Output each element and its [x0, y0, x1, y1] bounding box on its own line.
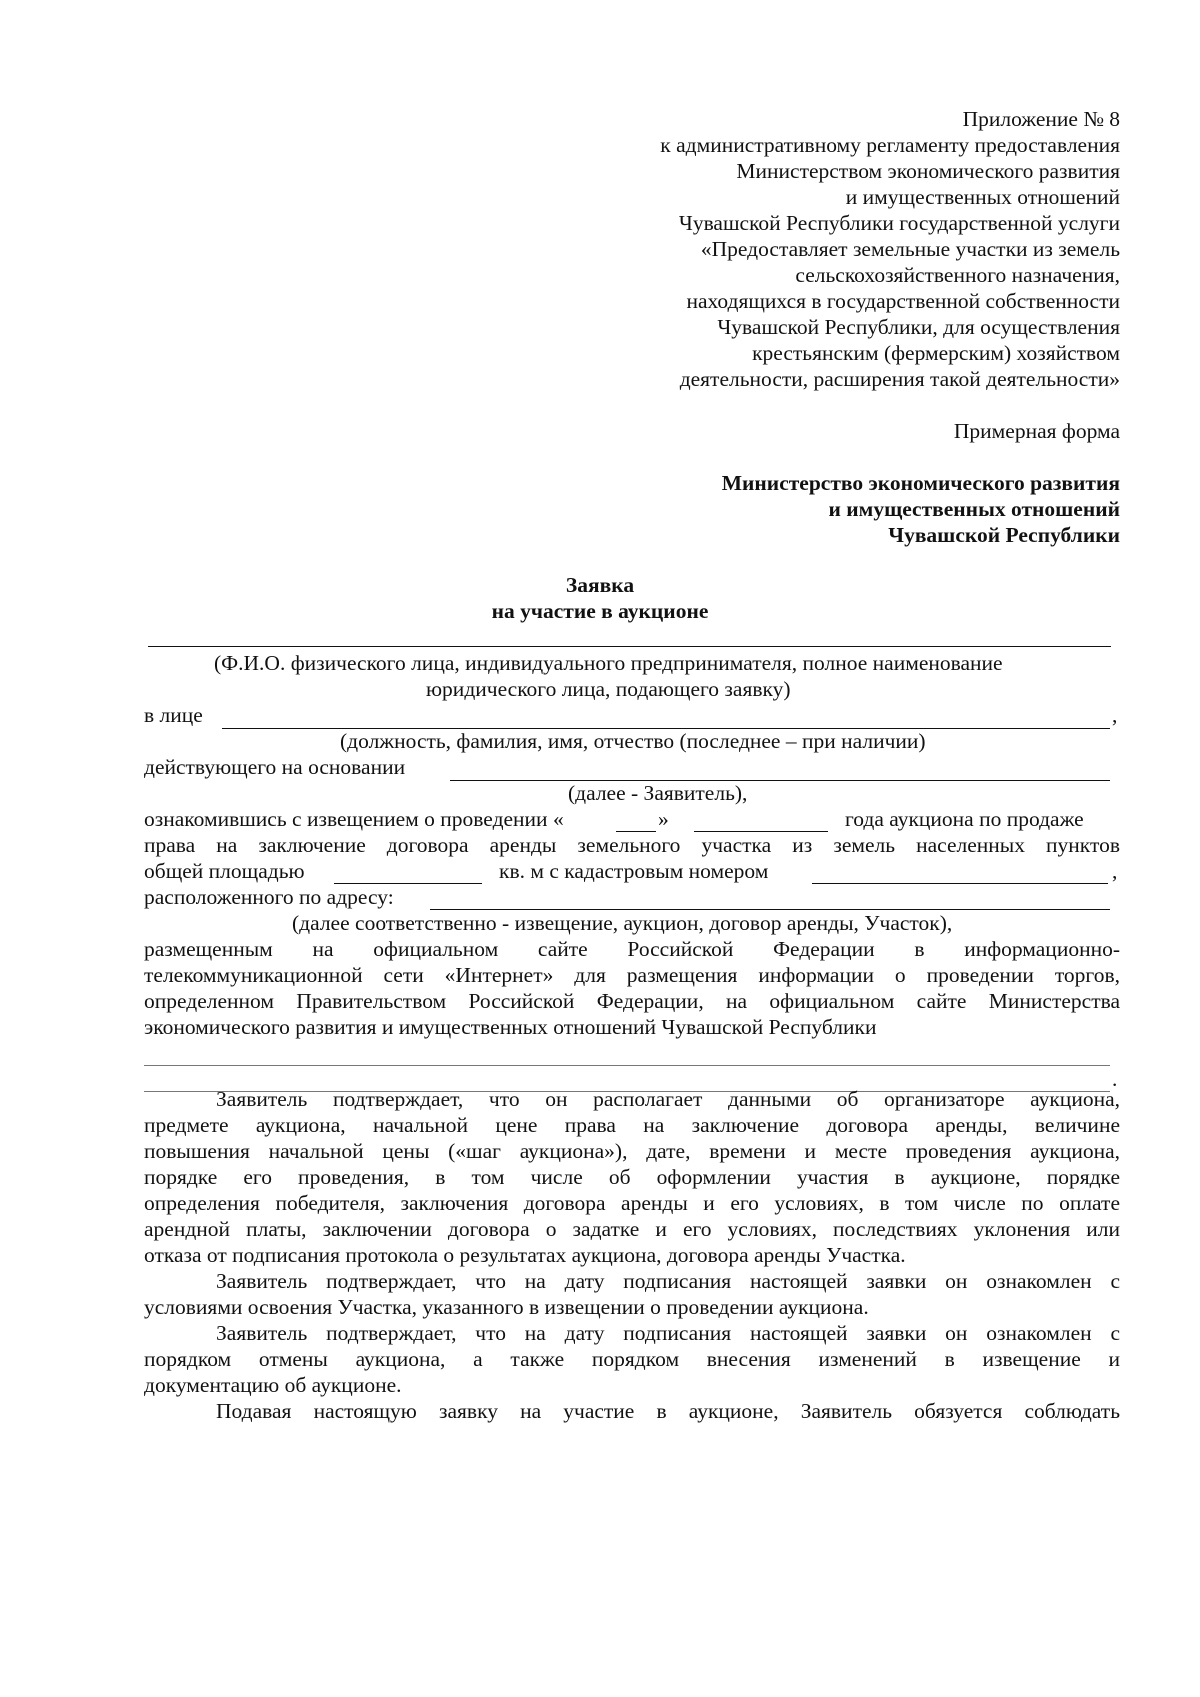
header-line: Министерством экономического развития: [736, 159, 1120, 183]
paragraph-line: Заявитель подтверждает, что на дату подписания настоящей заявки он ознакомлен с: [216, 1321, 1120, 1345]
paragraph-line: арендной платы, заключении договора о задатке и его условиях, последствиях уклонения или: [144, 1217, 1120, 1241]
published-line: размещенным на официальном сайте Российской Федерации в информационно-: [144, 937, 1120, 961]
paragraph-line: Заявитель подтверждает, что на дату подписания настоящей заявки он ознакомлен с: [216, 1269, 1120, 1293]
paragraph-line: порядком отмены аукциона, а также порядком внесения изменений в извещение и: [144, 1347, 1120, 1371]
header-line: к административному регламенту предоставления: [660, 133, 1120, 157]
notice-prefix: ознакомившись с извещением о проведении «: [144, 807, 564, 831]
notice-suffix: года аукциона по продаже: [845, 807, 1084, 831]
header-line: и имущественных отношений: [845, 185, 1120, 209]
in-person-label: в лице: [144, 703, 203, 727]
header-line: находящихся в государственной собственности: [686, 289, 1120, 313]
paragraph-line: предмете аукциона, начальной цене права на заключение договора аренды, величине: [144, 1113, 1120, 1137]
area-label: общей площадью: [144, 859, 305, 883]
appendix-number: Приложение № 8: [962, 107, 1120, 131]
paragraph-line: документацию об аукционе.: [144, 1373, 402, 1397]
notice-quote-close: »: [658, 807, 669, 831]
recipient-line: Министерство экономического развития: [721, 471, 1120, 495]
applicant-name-field[interactable]: [148, 646, 1111, 647]
header-line: Чувашской Республики, для осуществления: [717, 315, 1120, 339]
comma: ,: [1112, 703, 1118, 727]
published-line: экономического развития и имущественных отношений Чувашской Республики: [144, 1015, 877, 1039]
header-line: крестьянским (фермерским) хозяйством: [752, 341, 1120, 365]
form-type-label: Примерная форма: [953, 419, 1120, 443]
document-title: Заявка: [565, 573, 635, 597]
published-line: определенном Правительством Российской Федерации, на официальном сайте Министерства: [144, 989, 1120, 1013]
period: .: [1112, 1067, 1118, 1091]
paragraph-line: Заявитель подтверждает, что он располагает данными об организаторе аукциона,: [216, 1087, 1120, 1111]
paragraph-line: Подавая настоящую заявку на участие в аукционе, Заявитель обязуется соблюдать: [216, 1399, 1120, 1423]
recipient-line: и имущественных отношений: [828, 497, 1120, 521]
header-line: деятельности, расширения такой деятельности»: [679, 367, 1120, 391]
hereinafter-applicant: (далее - Заявитель),: [568, 781, 748, 805]
blank-field[interactable]: [144, 1065, 1110, 1066]
hereinafter-caption: (далее соответственно - извещение, аукцион, договор аренды, Участок),: [292, 911, 953, 935]
applicant-caption: (Ф.И.О. физического лица, индивидуального предпринимателя, полное наименование: [214, 651, 1003, 675]
cadastral-label: кв. м с кадастровым номером: [499, 859, 769, 883]
paragraph-line: порядке его проведения, в том числе об оформлении участия в аукционе, порядке: [144, 1165, 1120, 1189]
published-line: телекоммуникационной сети «Интернет» для размещения информации о проведении торгов,: [144, 963, 1120, 987]
header-line: сельскохозяйственного назначения,: [795, 263, 1120, 287]
basis-label: действующего на основании: [144, 755, 406, 779]
paragraph-line: определения победителя, заключения договора аренды и его условиях, в том числе по оплате: [144, 1191, 1120, 1215]
applicant-caption: юридического лица, подающего заявку): [426, 677, 791, 701]
recipient-line: Чувашской Республики: [888, 523, 1120, 547]
paragraph-line: отказа от подписания протокола о результатах аукциона, договора аренды Участка.: [144, 1243, 906, 1267]
rights-line: права на заключение договора аренды земельного участка из земель населенных пунктов: [144, 833, 1120, 857]
address-label: расположенного по адресу:: [144, 885, 394, 909]
paragraph-line: повышения начальной цены («шаг аукциона»), дате, времени и месте проведения аукциона,: [144, 1139, 1120, 1163]
document-subtitle: на участие в аукционе: [491, 599, 709, 623]
cadastral-number-field[interactable]: [812, 883, 1108, 884]
header-line: «Предоставляет земельные участки из земель: [700, 237, 1120, 261]
comma: ,: [1112, 859, 1118, 883]
position-caption: (должность, фамилия, имя, отчество (последнее – при наличии): [340, 729, 926, 753]
basis-field[interactable]: [450, 780, 1110, 781]
header-line: Чувашской Республики государственной услуги: [678, 211, 1120, 235]
paragraph-line: условиями освоения Участка, указанного в извещении о проведении аукциона.: [144, 1295, 869, 1319]
